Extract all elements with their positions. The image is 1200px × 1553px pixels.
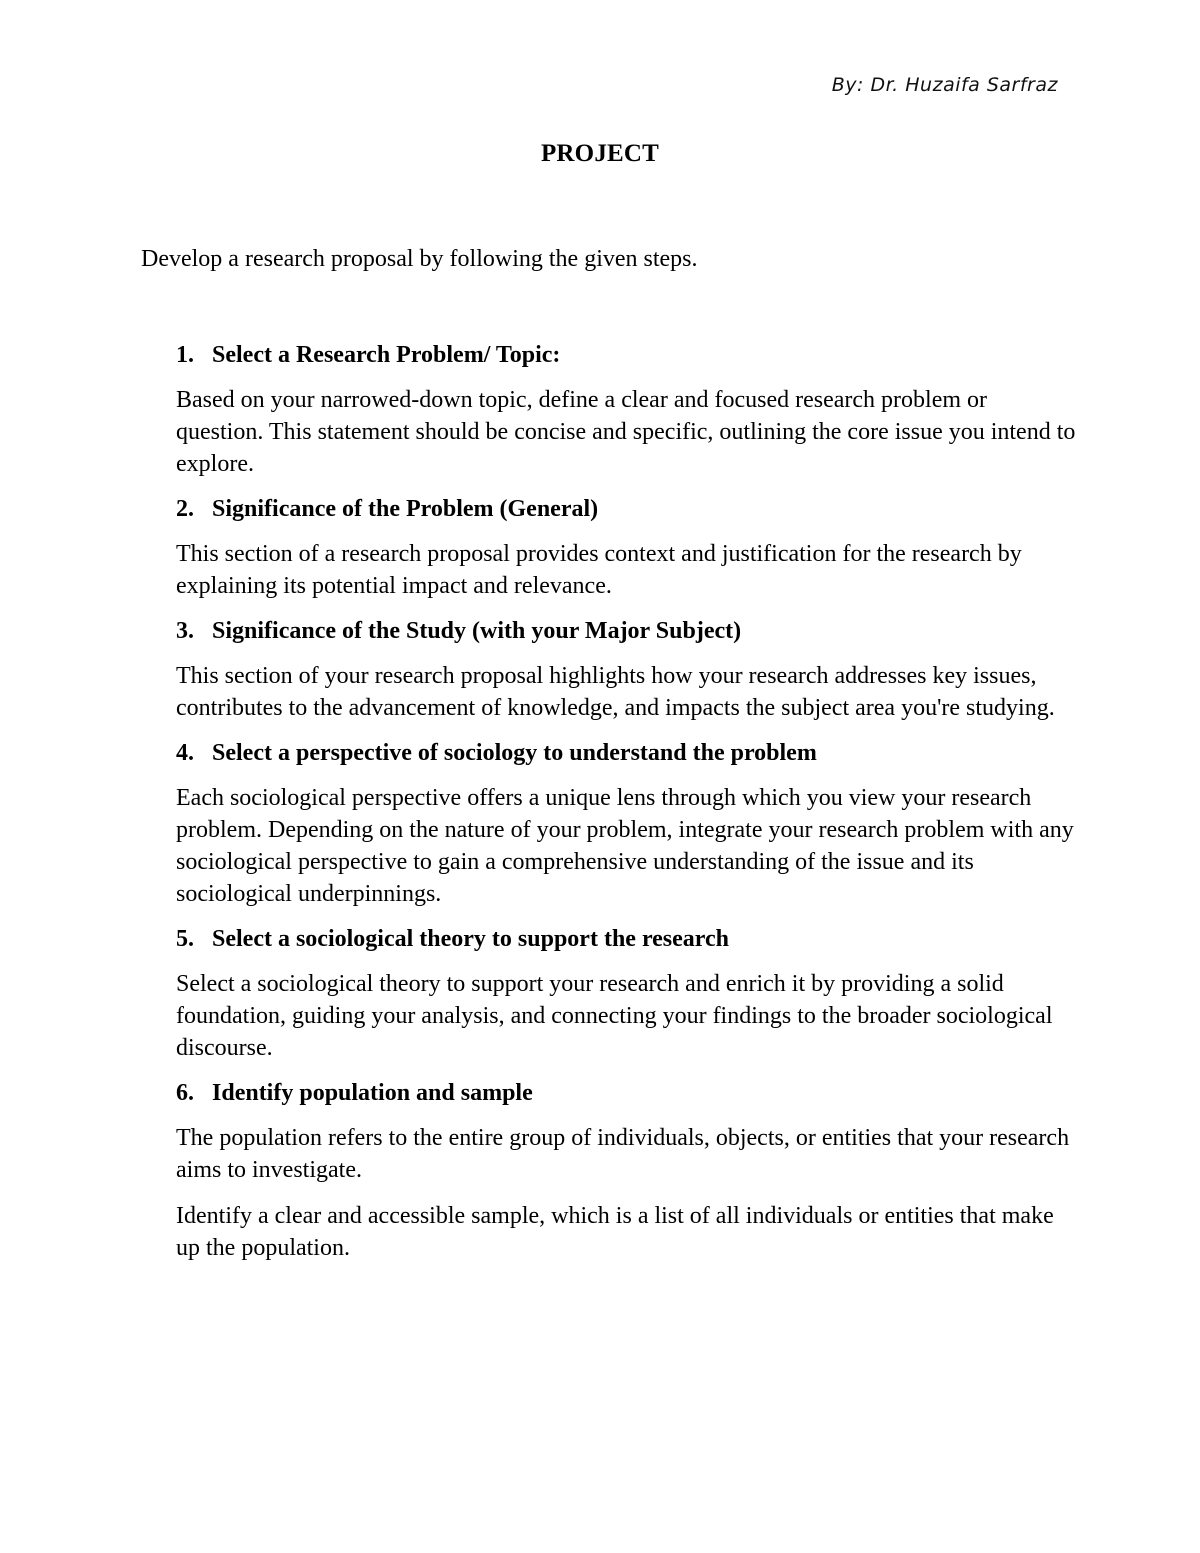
section-heading [176, 339, 1076, 371]
section-heading [176, 493, 1076, 525]
section-heading-text: Select a Research Problem/ Topic: [212, 342, 561, 368]
section-paragraph: The population refers to the entire group of individuals, objects, or entities that your research aims to investigate. [176, 1125, 1070, 1183]
section-2 [176, 493, 1076, 602]
section-number: 6. [176, 1080, 194, 1106]
section-paragraph: Based on your narrowed-down topic, define a clear and focused research problem or question. This statement should be concise and specific, outlining the core issue you intend to explore. [176, 387, 1076, 477]
section-heading [176, 737, 1076, 769]
section-number: 2. [176, 496, 194, 522]
section-paragraph: Select a sociological theory to support your research and enrich it by providing a solid foundation, guiding your analysis, and connecting your findings to the broader sociological discourse. [176, 971, 1053, 1061]
section-3 [176, 615, 1076, 724]
section-paragraph: This section of your research proposal highlights how your research addresses key issues, contributes to the advancement of knowledge, and impacts the subject area you're studying. [176, 663, 1055, 721]
section-5 [176, 923, 1076, 1064]
section-heading-text: Select a perspective of sociology to understand the problem [212, 740, 817, 766]
section-paragraph: This section of a research proposal provides context and justification for the research by explaining its potential impact and relevance. [176, 541, 1022, 599]
section-body [176, 538, 1076, 602]
document-title: PROJECT [540, 140, 660, 167]
section-1 [176, 339, 1076, 480]
section-number: 5. [176, 926, 194, 952]
author-byline: By: Dr. Huzaifa Sarfraz [831, 74, 1058, 96]
section-heading [176, 615, 1076, 647]
section-body [176, 660, 1076, 724]
section-body [176, 782, 1076, 910]
section-number: 3. [176, 618, 194, 644]
section-heading [176, 923, 1076, 955]
section-heading-text: Select a sociological theory to support the research [212, 926, 730, 952]
section-body [176, 384, 1076, 480]
section-paragraph: Identify a clear and accessible sample, which is a list of all individuals or entities that make up the population. [176, 1203, 1054, 1261]
section-6 [176, 1077, 1076, 1264]
section-heading-text: Identify population and sample [212, 1080, 533, 1106]
section-paragraph: Each sociological perspective offers a unique lens through which you view your research problem. Depending on the nature of your problem, integrate your research problem with any sociological perspective to gain a comprehensive understanding of the issue and its sociological underpinnings. [176, 785, 1074, 907]
sections-list [176, 339, 1076, 1277]
section-heading-text: Significance of the Problem (General) [212, 496, 599, 522]
section-number: 1. [176, 342, 194, 368]
section-heading-text: Significance of the Study (with your Major Subject) [212, 618, 742, 644]
intro-text: Develop a research proposal by following the given steps. [141, 246, 698, 272]
section-body [176, 1122, 1076, 1264]
section-4 [176, 737, 1076, 910]
section-body [176, 968, 1076, 1064]
section-heading [176, 1077, 1076, 1109]
section-number: 4. [176, 740, 194, 766]
